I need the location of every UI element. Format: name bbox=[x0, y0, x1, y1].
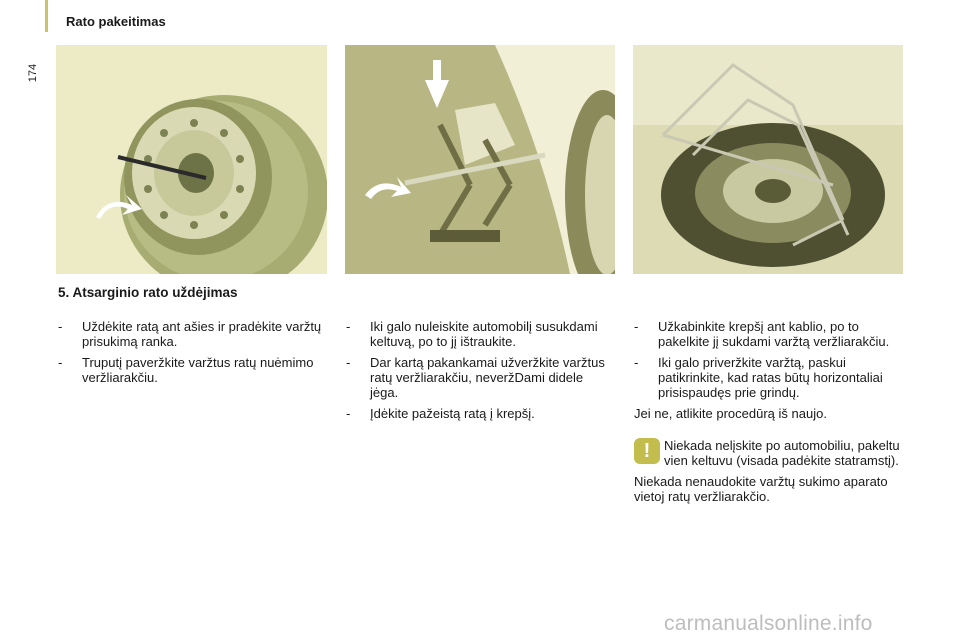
bullet-dash: - bbox=[58, 319, 63, 334]
list-item bbox=[346, 406, 606, 421]
list-item-text: Uždėkite ratą ant ašies ir pradėkite varžtų prisukimą ranka. bbox=[82, 319, 322, 349]
list-item-text: Įdėkite pažeistą ratą į krepšį. bbox=[370, 406, 535, 421]
page-number: 174 bbox=[27, 63, 39, 83]
bullet-dash: - bbox=[346, 319, 351, 334]
list-item bbox=[634, 355, 904, 400]
step-title: 5. Atsarginio rato uždėjimas bbox=[58, 285, 238, 300]
warning-text: Niekada nelįskite po automobiliu, pakeltu vien keltuvu (visada padėkite statramstį). bbox=[664, 438, 900, 468]
bullet-dash: - bbox=[634, 319, 639, 334]
list-item bbox=[634, 319, 904, 349]
bullet-dash: - bbox=[346, 355, 351, 370]
header-accent-bar bbox=[45, 0, 48, 32]
note-text: Jei ne, atlikite procedūrą iš naujo. bbox=[634, 406, 827, 421]
bullet-dash: - bbox=[58, 355, 63, 370]
column-2 bbox=[346, 319, 606, 427]
watermark: carmanualsonline.info bbox=[664, 612, 873, 635]
illustration-wheel bbox=[56, 45, 327, 274]
section-title: Rato pakeitimas bbox=[66, 14, 166, 29]
advice-text: Niekada nenaudokite varžtų sukimo aparato vietoj ratų veržliarakčio. bbox=[634, 474, 888, 504]
list-item-text: Iki galo priveržkite varžtą, paskui patikrinkite, kad ratas būtų horizontaliai prisispaudęs prie grindų. bbox=[658, 355, 883, 400]
bullet-dash: - bbox=[634, 355, 639, 370]
illustration-spare-wheel bbox=[633, 45, 903, 274]
column-1 bbox=[58, 319, 328, 391]
list-item-text: Truputį paveržkite varžtus ratų nuėmimo veržliarakčiu. bbox=[82, 355, 314, 385]
list-item-text: Iki galo nuleiskite automobilį susukdami keltuvą, po to jį ištraukite. bbox=[370, 319, 598, 349]
list-item-text: Užkabinkite krepšį ant kablio, po to pakelkite jį sukdami varžtą veržliarakčiu. bbox=[658, 319, 890, 349]
warning-icon: ! bbox=[634, 438, 660, 464]
illustration-jack bbox=[345, 45, 615, 274]
car-jack-icon bbox=[345, 45, 615, 274]
spare-wheel-basket-icon bbox=[633, 45, 903, 274]
list-item-text: Dar kartą pakankamai užveržkite varžtus ratų veržliarakčiu, neveržDami didele jėga. bbox=[370, 355, 605, 400]
column-3 bbox=[634, 319, 904, 510]
list-item bbox=[346, 319, 606, 349]
bullet-dash: - bbox=[346, 406, 351, 421]
tire-icon bbox=[56, 45, 327, 274]
list-item bbox=[58, 319, 328, 349]
warning-box bbox=[634, 438, 904, 468]
list-item bbox=[58, 355, 328, 385]
list-item bbox=[346, 355, 606, 400]
